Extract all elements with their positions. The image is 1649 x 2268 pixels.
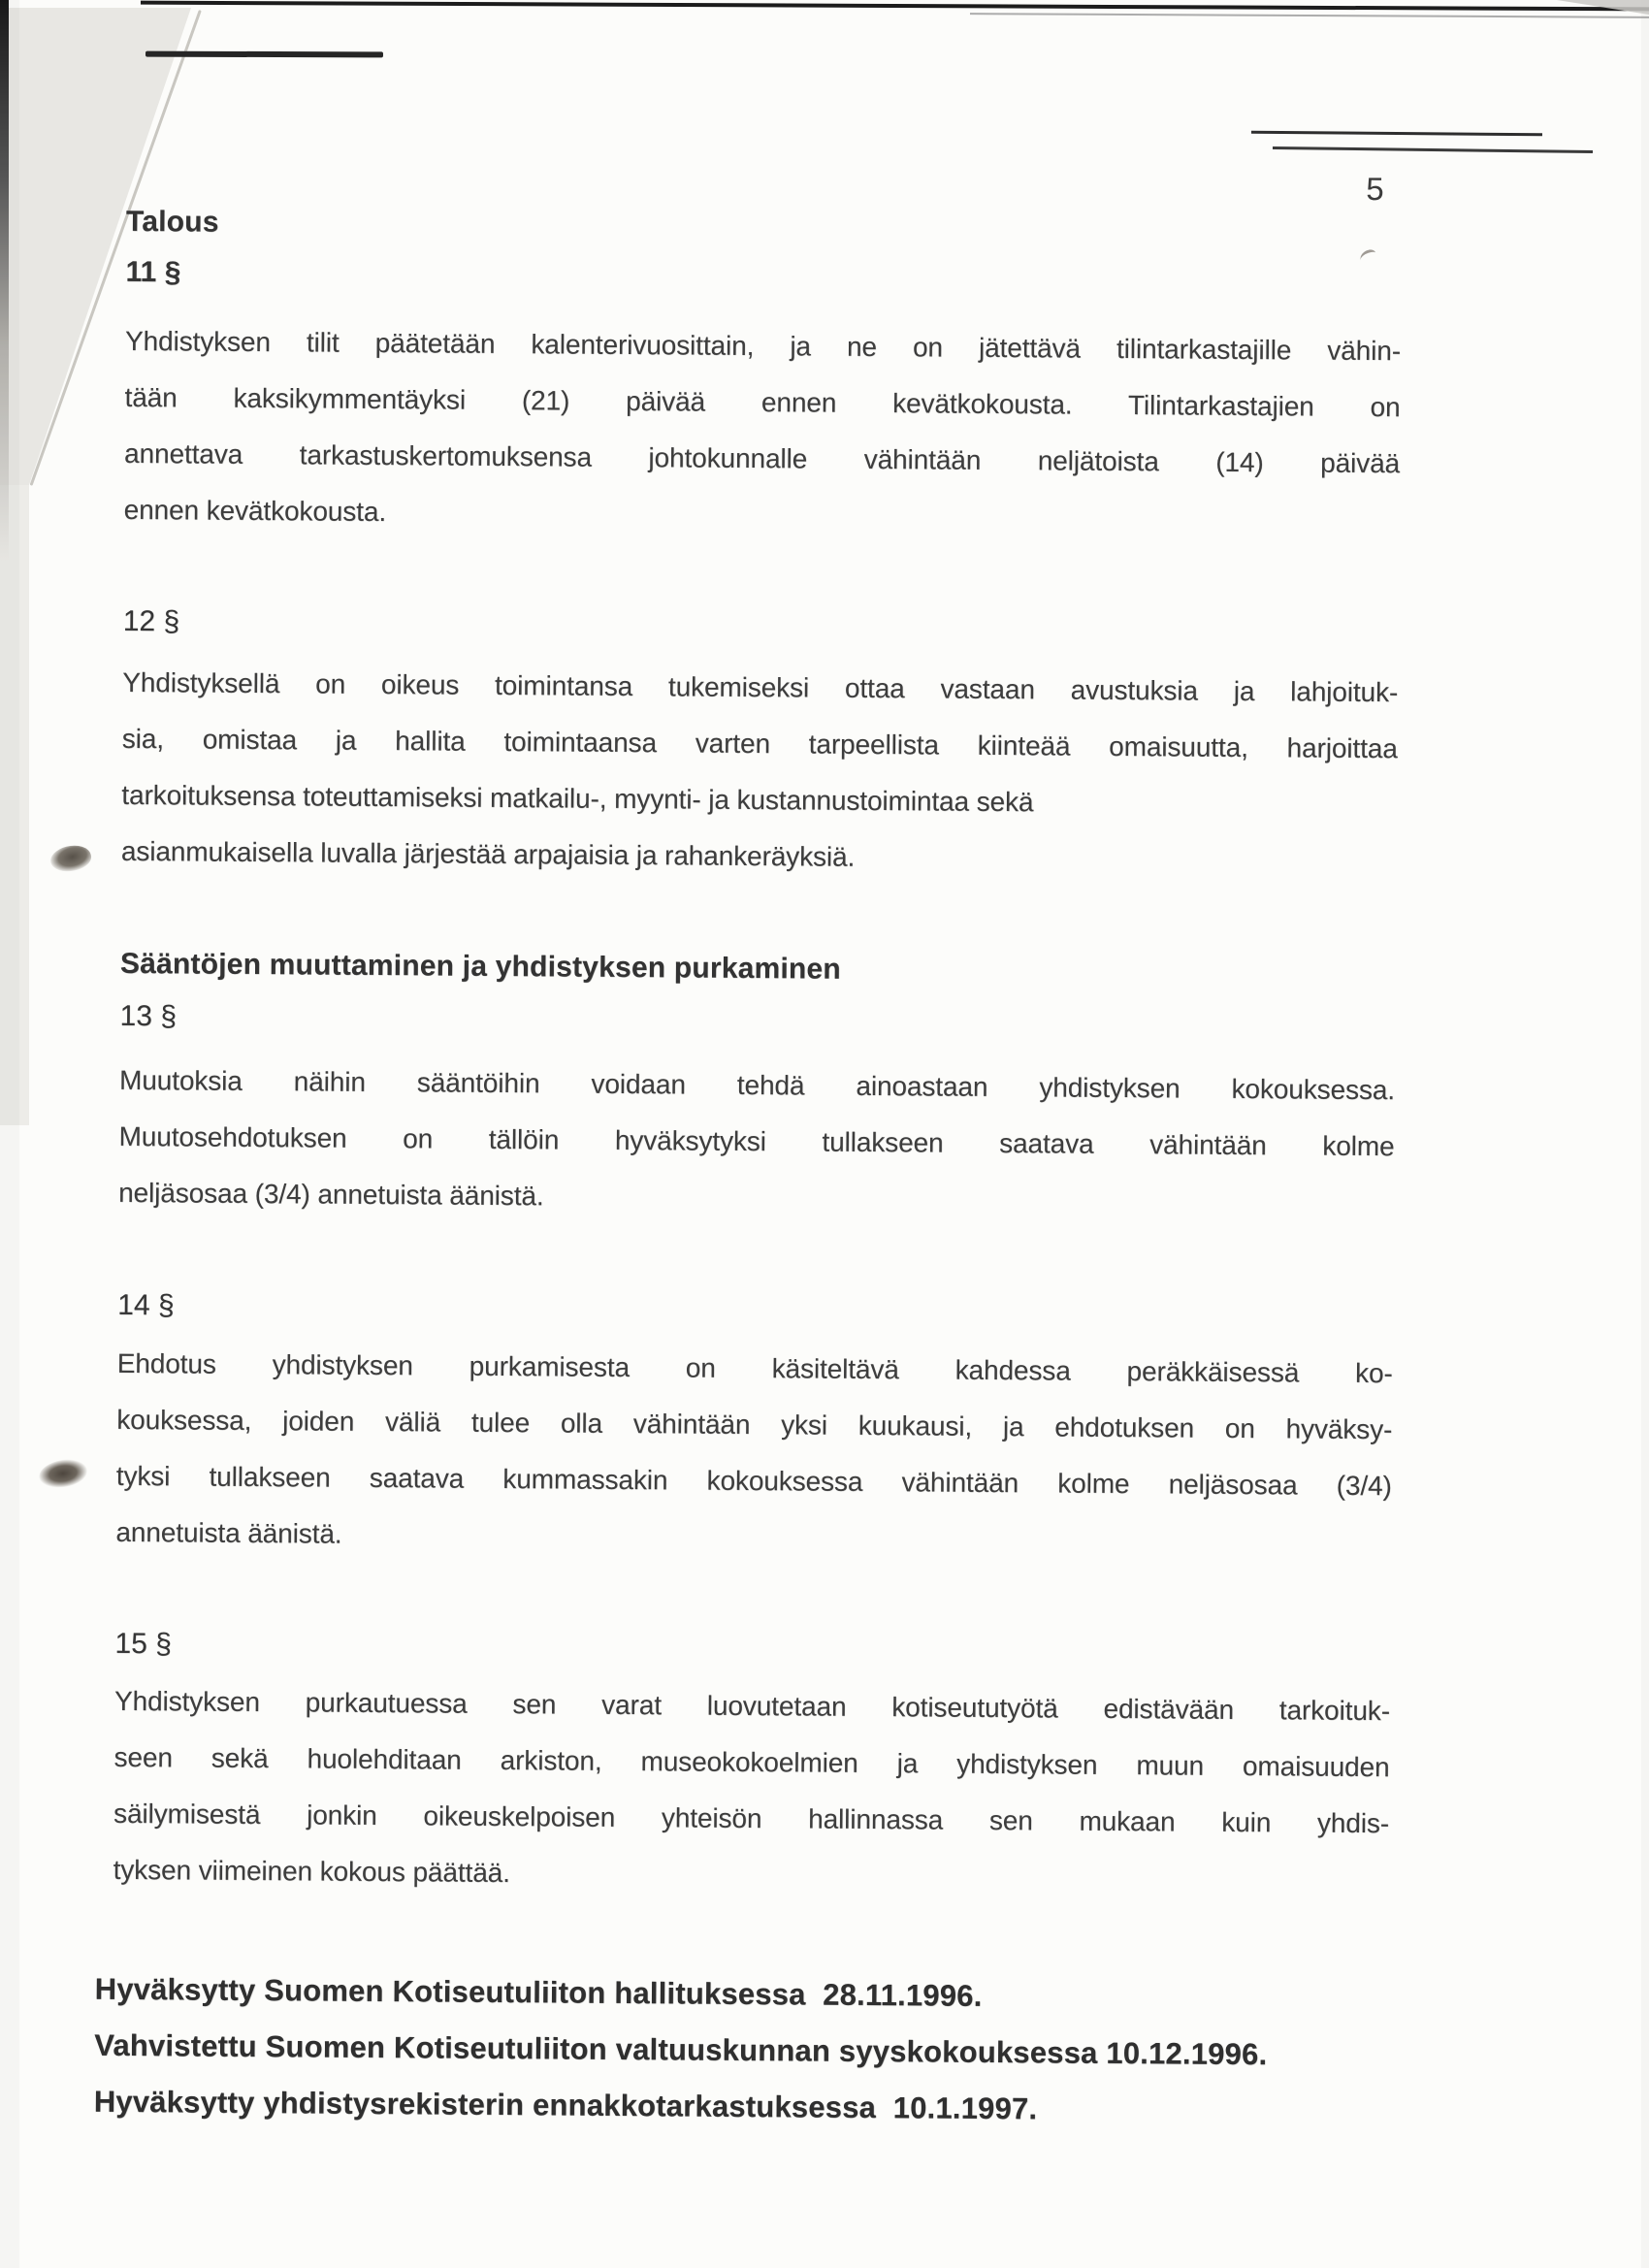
paragraph-12: [121, 655, 1399, 890]
section-heading-talous: Talous: [125, 205, 219, 239]
section-label-11: 11 §: [125, 255, 181, 289]
paragraph-line: tään kaksikymmentäyksi (21) päivää ennen kevätkokousta. Tilintarkastajien on: [124, 381, 1401, 423]
paragraph-line: Muutosehdotuksen on tällöin hyväksytyksi tullakseen saatava vähintään kolme: [118, 1120, 1395, 1162]
paragraph-line: Yhdistyksellä on oikeus toimintansa tukemiseksi ottaa vastaan avustuksia ja lahjoituk-: [122, 666, 1399, 708]
paragraph-line: tyksi tullakseen saatava kummassakin kokouksessa vähintään kolme neljäsosaa (3/4): [115, 1460, 1392, 1502]
paragraph-line: sia, omistaa ja hallita toimintaansa varten tarpeellista kiinteää omaisuutta, harjoittaa: [121, 723, 1398, 764]
paragraph-line: annettava tarkastuskertomuksensa johtokunnalle vähintään neljätoista (14) päivää: [124, 437, 1401, 479]
paragraph-11: [123, 313, 1401, 548]
paragraph-line: neljäsosaa (3/4) annetuista äänistä.: [118, 1177, 544, 1212]
paragraph-line: Muutoksia näihin sääntöihin voidaan tehdä ainoastaan yhdistyksen kokouksessa.: [118, 1064, 1396, 1106]
approval-block: [94, 1961, 1550, 2142]
paragraph-15: [113, 1673, 1390, 1908]
section-label-13: 13 §: [119, 999, 178, 1033]
approval-line: Hyväksytty Suomen Kotiseutuliiton hallituksessa 28.11.1996.: [94, 1971, 983, 2013]
section-label-12: 12 §: [122, 604, 180, 638]
paragraph-line: kouksessa, joiden väliä tulee olla vähintään yksi kuukausi, ja ehdotuksen on hyväksy-: [116, 1404, 1393, 1445]
paragraph-line: tyksen viimeinen kokous päättää.: [113, 1854, 511, 1889]
paragraph-line: Ehdotus yhdistyksen purkamisesta on käsiteltävä kahdessa peräkkäisessä ko-: [116, 1347, 1393, 1389]
paragraph-line: tarkoituksensa toteuttamiseksi matkailu-, myynti- ja kustannustoimintaa sekä: [121, 779, 1034, 818]
page-number: 5: [1366, 170, 1384, 208]
section-label-14: 14 §: [117, 1288, 175, 1322]
paragraph-14: [115, 1336, 1393, 1571]
paragraph-line: Yhdistyksen purkautuessa sen varat luovutetaan kotiseututyötä edistävään tarkoituk-: [113, 1685, 1391, 1727]
paragraph-line: annetuista äänistä.: [115, 1516, 342, 1549]
section-label-15: 15 §: [114, 1627, 173, 1661]
approval-line: Hyväksytty yhdistysrekisterin ennakkotarkastuksessa 10.1.1997.: [93, 2084, 1038, 2126]
paragraph-line: säilymisestä jonkin oikeuskelpoisen yhteisön hallinnassa sen mukaan kuin yhdis-: [113, 1798, 1390, 1839]
paragraph-13: [118, 1053, 1395, 1231]
paragraph-line: seen sekä huolehditaan arkiston, museokokoelmien ja yhdistyksen muun omaisuuden: [113, 1741, 1390, 1783]
paragraph-line: Yhdistyksen tilit päätetään kalenterivuosittain, ja ne on jätettävä tilintarkastajille vähin-: [124, 325, 1402, 367]
paragraph-line: ennen kevätkokousta.: [123, 494, 387, 528]
paragraph-line: asianmukaisella luvalla järjestää arpajaisia ja rahankeräyksiä.: [120, 835, 856, 872]
approval-line: Vahvistettu Suomen Kotiseutuliiton valtuuskunnan syyskokouksessa 10.12.1996.: [94, 2027, 1268, 2072]
section-heading-saannot: Sääntöjen muuttaminen ja yhdistyksen purkaminen: [119, 947, 842, 986]
